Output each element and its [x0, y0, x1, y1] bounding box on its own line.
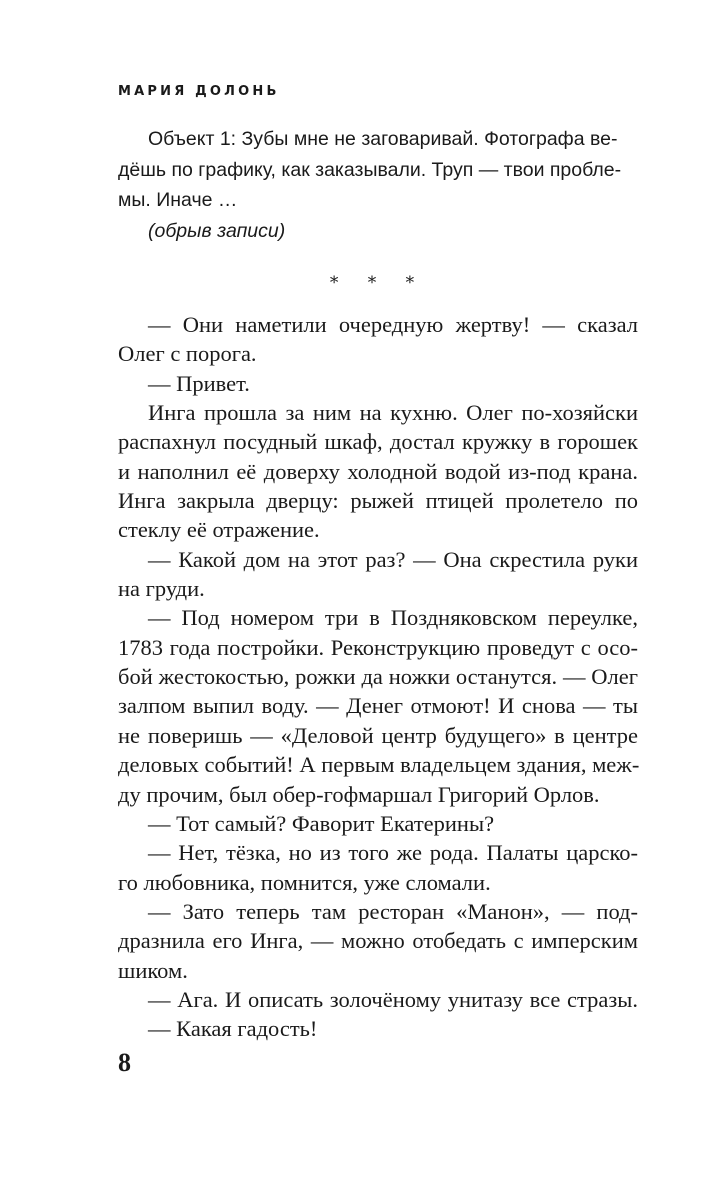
text-line: Инга закрыла дверцу: рыжей птицей пролетело по: [118, 488, 638, 514]
transcript-block: [118, 124, 622, 246]
running-head-author: МАРИЯ ДОЛОНЬ: [118, 84, 280, 99]
text-line: — Какой дом на этот раз? — Она скрестила руки: [148, 546, 638, 572]
page-number: 8: [118, 1048, 131, 1077]
transcript-note: (обрыв записи): [148, 219, 286, 242]
text-line: деловых событий! А первым владельцем здания, меж-: [118, 752, 640, 778]
text-line: бой жестокостью, рожки да ножки останутся. — Олег: [118, 664, 638, 690]
text-line: залпом выпил воду. — Денег отмоют! И снова — ты: [118, 693, 638, 719]
text-line: стеклу её отражение.: [118, 517, 320, 543]
text-line: и наполнил её доверху холодной водой из-под крана.: [118, 458, 638, 484]
text-line: дразнила его Инга, — можно отобедать с имперским: [118, 928, 638, 954]
text-line: Олег с порога.: [118, 341, 257, 367]
section-separator: * * *: [329, 273, 427, 293]
text-line: 1783 года постройки. Реконструкцию проведут с осо-: [118, 634, 638, 660]
text-line: — Под номером три в Поздняковском переулке,: [148, 605, 638, 631]
text-line: — Нет, тёзка, но из того же рода. Палаты царско-: [148, 840, 638, 866]
transcript-line: дёшь по графику, как заказывали. Труп — твои пробле-: [118, 158, 622, 181]
text-line: шиком.: [118, 957, 188, 983]
transcript-line: Объект 1: Зубы мне не заговаривай. Фотографа ве-: [148, 128, 618, 150]
text-line: распахнул посудный шкаф, достал кружку в горошек: [118, 429, 638, 455]
transcript-line: мы. Иначе …: [118, 189, 238, 211]
text-line: Инга прошла за ним на кухню. Олег по-хозяйски: [148, 400, 638, 426]
text-line: на груди.: [118, 576, 205, 602]
text-line: — Тот самый? Фаворит Екатерины?: [148, 810, 495, 836]
text-line: го любовника, помнится, уже сломали.: [118, 869, 491, 895]
text-line: — Привет.: [148, 370, 250, 396]
body-text: [118, 310, 638, 1044]
text-line: ду прочим, был обер-гофмаршал Григорий Орлов.: [118, 781, 600, 807]
text-line: — Какая гадость!: [148, 1016, 318, 1042]
text-line: не поверишь — «Деловой центр будущего» в центре: [118, 722, 638, 748]
text-line: — Ага. И описать золочёному унитазу все стразы.: [148, 986, 638, 1012]
text-line: — Зато теперь там ресторан «Манон», — под-: [148, 898, 638, 924]
text-line: — Они наметили очередную жертву! — сказал: [148, 312, 638, 337]
